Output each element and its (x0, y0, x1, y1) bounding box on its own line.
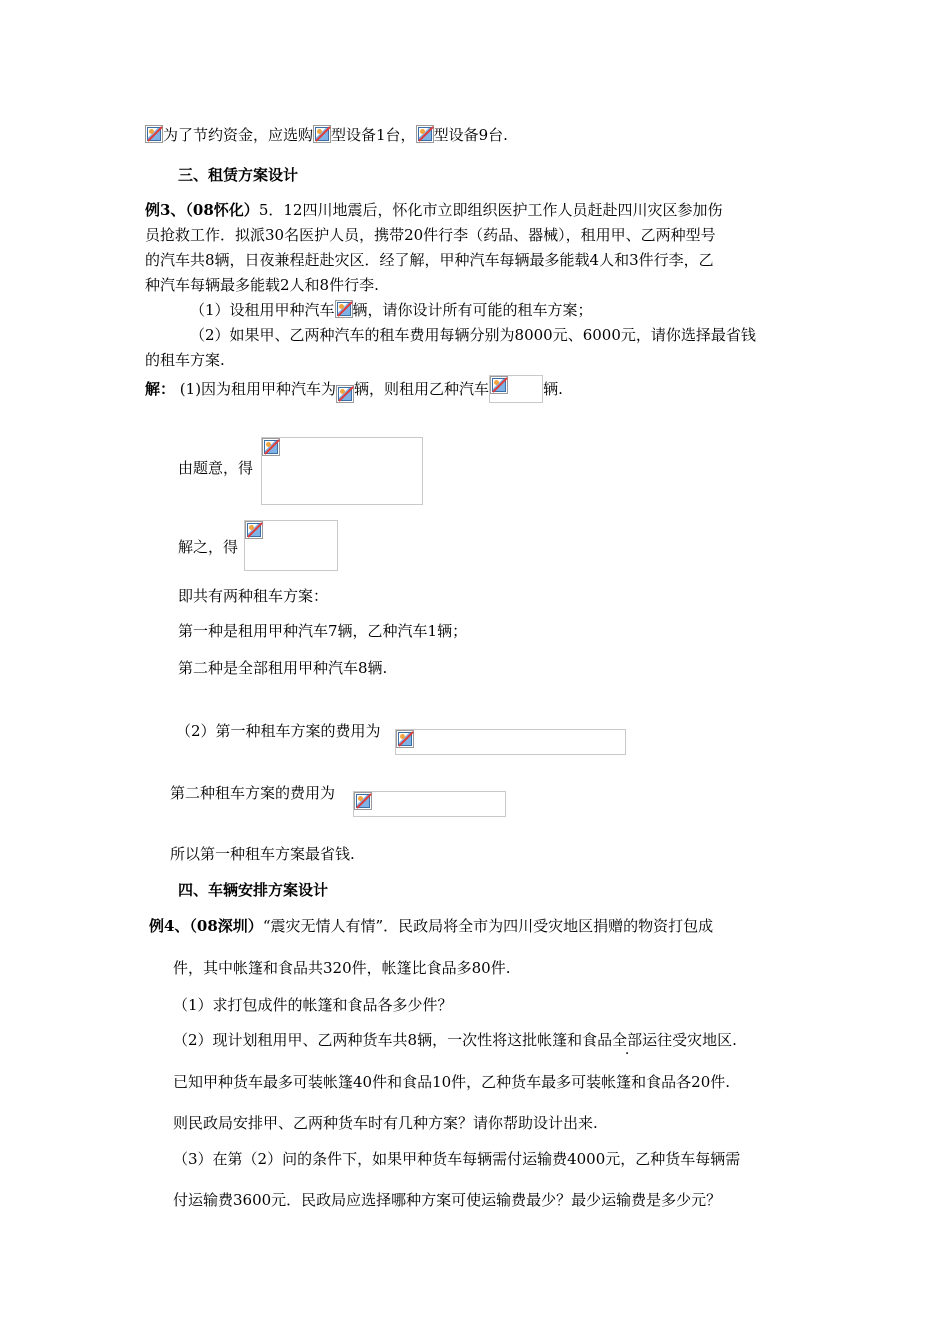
broken-image-icon (335, 300, 353, 318)
text: 为了节约资金，应选购 (163, 126, 314, 144)
example-4-line-1 (149, 916, 713, 936)
solution-label: 解： (145, 380, 176, 398)
example-4-question-2-cont-2: 则民政局安排甲、乙两种货车时有几种方案？请你帮助设计出来. (173, 1114, 598, 1132)
solution-line-7: （2）第一种租车方案的费用为 (176, 722, 381, 740)
solution-line-2: 由题意，得 (178, 459, 254, 477)
text: “震灾无情人有情”．民政局将全市为四川受灾地区捐赠的物资打包成 (262, 917, 714, 935)
example-4-question-2 (173, 1030, 737, 1050)
example-4-question-2-cont-1: 已知甲种货车最多可装帐篷40件和食品10件，乙种货车最多可装帐篷和食品各20件. (173, 1073, 731, 1091)
broken-image-icon (490, 376, 508, 394)
text: 型设备1台， (331, 126, 416, 144)
text: 辆，请你设计所有可能的租车方案； (352, 301, 593, 319)
broken-image-icon (245, 521, 263, 539)
solution-line-9: 所以第一种租车方案最省钱. (170, 845, 355, 863)
example-4-question-3: （3）在第（2）问的条件下，如果甲种货车每辆需付运输费4000元，乙种货车每辆需 (173, 1150, 741, 1168)
section-heading-3: 三、租赁方案设计 (178, 166, 299, 184)
example-3-line-4: 种汽车每辆最多能载2人和8件行李. (145, 276, 379, 294)
example-3-line-3: 的汽车共8辆，日夜兼程赶赴灾区．经了解，甲种汽车每辆最多能载4人和3件行李，乙 (145, 251, 714, 269)
text: （1）设租用甲种汽车 (190, 301, 335, 319)
broken-image-icon (396, 730, 414, 748)
example-3-question-2-cont: 的租车方案. (145, 351, 225, 369)
emphasis-text: 全部 (612, 1031, 643, 1049)
broken-image-icon (262, 438, 280, 456)
example-4-label: 例4、（08深圳） (149, 917, 263, 935)
solution-line-8: 第二种租车方案的费用为 (170, 784, 336, 802)
solution-line-3: 解之，得 (178, 538, 239, 556)
broken-image-icon (354, 792, 372, 810)
example-4-question-3-cont: 付运输费3600元．民政局应选择哪种方案可使运输费最少？最少运输费是多少元？ (173, 1191, 722, 1209)
broken-image-icon (145, 125, 163, 143)
example-3-label: 例3、（08怀化） (145, 201, 259, 219)
solution-line-5: 第一种是租用甲种汽车7辆，乙种汽车1辆； (178, 622, 468, 640)
equation-system-placeholder (261, 437, 423, 505)
example-3-question-2: （2）如果甲、乙两种汽车的租车费用每辆分别为8000元、6000元，请你选择最省钱 (190, 326, 756, 344)
broken-image-icon (416, 125, 434, 143)
broken-image-icon (336, 385, 354, 403)
solution-line-6: 第二种是全部租用甲种汽车8辆. (178, 659, 388, 677)
example-4-question-1: （1）求打包成件的帐篷和食品各多少件？ (173, 996, 453, 1014)
formula-placeholder (489, 375, 543, 403)
text: 运往受灾地区. (642, 1031, 737, 1049)
inequality-solution-placeholder (244, 520, 338, 571)
example-3-line-2: 员抢救工作．拟派30名医护人员，携带20件行李（药品、器械），租用甲、乙两种型号 (145, 226, 716, 244)
example-3-question-1 (190, 300, 593, 320)
example-4-line-2: 件，其中帐篷和食品共320件，帐篷比食品多80件. (173, 959, 511, 977)
line-conclusion (145, 125, 508, 145)
broken-image-icon (313, 125, 331, 143)
text: （2）现计划租用甲、乙两种货车共8辆，一次性将这批帐篷和食品 (173, 1031, 613, 1049)
text: 5．12四川地震后，怀化市立即组织医护工作人员赶赴四川灾区参加伤 (258, 201, 723, 219)
section-heading-4: 四、车辆安排方案设计 (178, 881, 329, 899)
text: (1)因为租用甲种汽车为 (179, 380, 337, 398)
cost-formula-placeholder-1 (395, 729, 626, 755)
solution-line-4: 即共有两种租车方案： (178, 587, 329, 605)
text: 辆，则租用乙种汽车 (354, 380, 490, 398)
example-3-line-1 (145, 200, 722, 220)
solution-line-1 (145, 375, 563, 403)
text: 型设备9台. (433, 126, 508, 144)
cost-formula-placeholder-2 (353, 791, 506, 817)
text: 辆. (543, 380, 563, 398)
